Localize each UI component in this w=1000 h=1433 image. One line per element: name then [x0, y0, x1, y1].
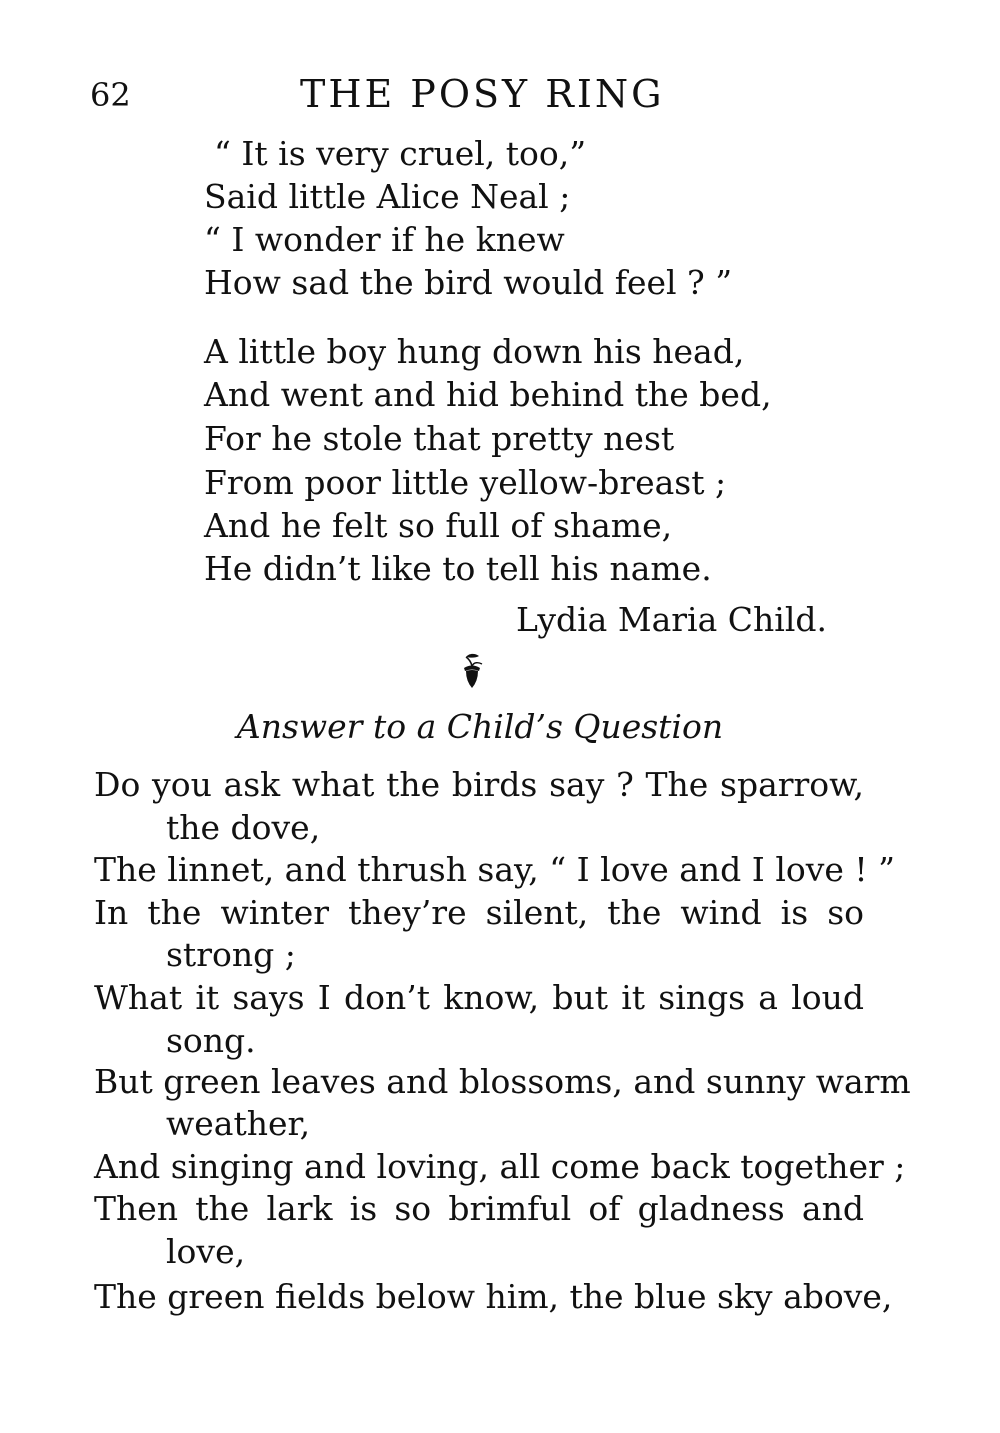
poem-title: Answer to a Child’s Question	[236, 707, 724, 746]
poem-line: But green leaves and blossoms, and sunny warm	[94, 1062, 911, 1101]
running-title: THE POSY RING	[300, 72, 665, 116]
page-number: 62	[90, 76, 131, 114]
poem-line-continuation: the dove,	[166, 808, 321, 847]
stanza2-line: A little boy hung down his head,	[204, 332, 745, 371]
author-attribution: Lydia Maria Child.	[516, 600, 828, 639]
stanza2-line: He didn’t like to tell his name.	[204, 549, 712, 588]
poem-line: The linnet, and thrush say, “ I love and I love ! ”	[94, 850, 896, 889]
stanza2-line: From poor little yellow-breast ;	[204, 463, 727, 502]
poem-line: Do you ask what the birds say ? The sparrow,	[94, 765, 864, 804]
poem-line-continuation: weather,	[166, 1104, 311, 1143]
acorn-ornament-icon	[458, 650, 486, 692]
poem-line: What it says I don’t know, but it sings a loud	[94, 978, 864, 1017]
poem-line: In the winter they’re silent, the wind is so	[94, 893, 864, 932]
poem-line: And singing and loving, all come back together ;	[94, 1147, 906, 1186]
poem-line: The green fields below him, the blue sky above,	[94, 1277, 893, 1316]
stanza2-line: And he felt so full of shame,	[204, 506, 673, 545]
stanza2-line: For he stole that pretty nest	[204, 419, 675, 458]
stanza1-line: “ It is very cruel, too,”	[214, 134, 587, 173]
stanza2-line: And went and hid behind the bed,	[204, 375, 772, 414]
page-header	[0, 72, 1000, 120]
poem-line-continuation: love,	[166, 1232, 246, 1271]
stanza1-line: How sad the bird would feel ? ”	[204, 263, 733, 302]
poem-line-continuation: song.	[166, 1021, 256, 1060]
poem-line: Then the lark is so brimful of gladness and	[94, 1189, 864, 1228]
stanza1-line: Said little Alice Neal ;	[204, 177, 571, 216]
poem-line-continuation: strong ;	[166, 935, 296, 974]
stanza1-line: “ I wonder if he knew	[204, 220, 565, 259]
